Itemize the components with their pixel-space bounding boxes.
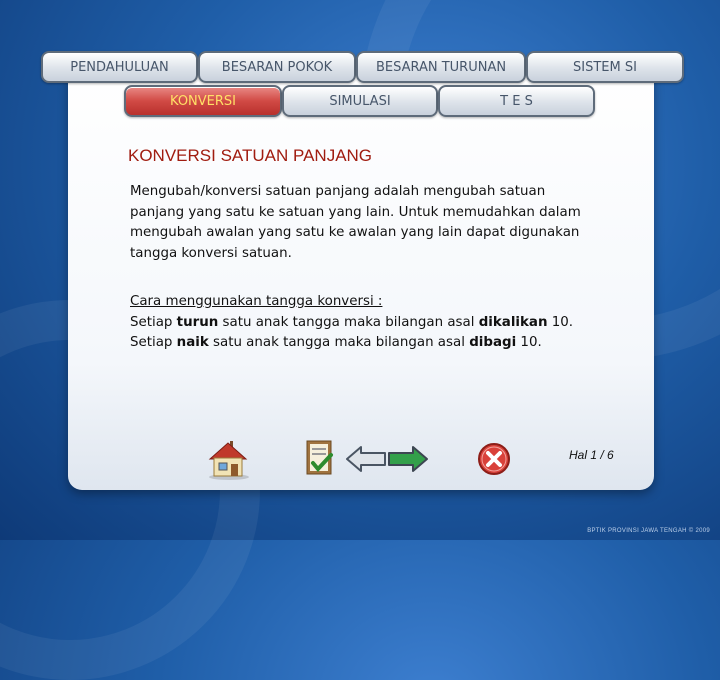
rule-text: 10. xyxy=(547,314,574,330)
tab-tes[interactable]: T E S xyxy=(438,85,595,117)
tab-pendahuluan[interactable]: PENDAHULUAN xyxy=(41,51,198,83)
close-icon[interactable] xyxy=(477,442,511,476)
rule-text: satu anak tangga maka bilangan asal xyxy=(208,335,470,350)
howto-title: Cara menggunakan tangga konversi : xyxy=(130,294,383,309)
rule-keyword: dibagi xyxy=(469,335,517,350)
rule-keyword: dikalikan xyxy=(478,314,548,330)
tab-besaran-turunan[interactable]: BESARAN TURUNAN xyxy=(356,51,526,83)
rule-text: Setiap xyxy=(130,335,177,350)
page-title: KONVERSI SATUAN PANJANG xyxy=(128,146,373,165)
tab-sistem-si[interactable]: SISTEM SI xyxy=(526,51,684,83)
rule-text: Setiap xyxy=(130,314,177,330)
home-icon[interactable] xyxy=(206,437,252,481)
tab-simulasi[interactable]: SIMULASI xyxy=(282,85,438,117)
intro-text: Mengubah/konversi satuan panjang adalah mengubah satuan panjang yang satu ke satuan yang lain. Untuk memudahkan dalam mengubah awalan yang satu ke awalan yang lain dapat digunakan tangga konversi satuan. xyxy=(130,184,581,261)
tab-konversi[interactable]: KONVERSI xyxy=(124,85,282,117)
howto-block xyxy=(130,292,600,354)
arrow-left-icon[interactable] xyxy=(345,445,387,473)
rule-text: satu anak tangga maka bilangan asal xyxy=(218,314,479,330)
page-indicator: Hal 1 / 6 xyxy=(569,448,614,462)
rule-turun xyxy=(130,313,600,334)
content-panel xyxy=(68,66,654,490)
footer-credit: BPTIK PROVINSI JAWA TENGAH © 2009 xyxy=(587,528,710,534)
arrow-right-icon[interactable] xyxy=(387,445,429,473)
rule-keyword: naik xyxy=(176,335,209,350)
tab-besaran-pokok[interactable]: BESARAN POKOK xyxy=(198,51,356,83)
rule-text: 10. xyxy=(516,335,542,350)
checklist-icon[interactable] xyxy=(304,439,336,477)
rule-naik xyxy=(130,333,600,354)
intro-paragraph xyxy=(130,182,600,264)
rule-keyword: turun xyxy=(176,314,219,330)
